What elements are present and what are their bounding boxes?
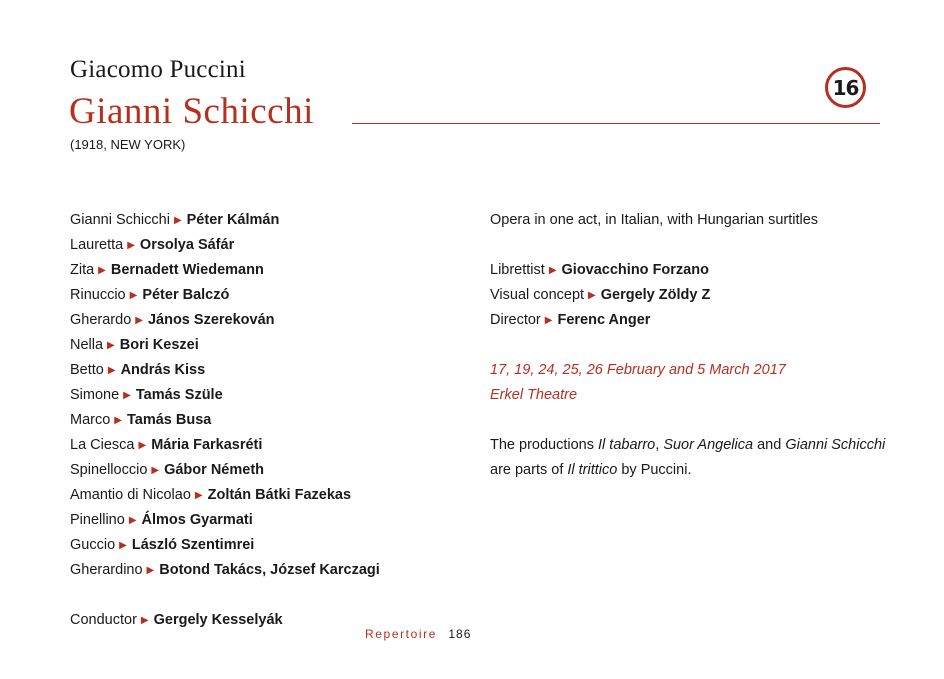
arrow-icon: ▶ — [119, 540, 127, 551]
page-footer — [365, 627, 471, 641]
credit-row — [490, 258, 910, 283]
role-name: Zita — [70, 262, 95, 278]
performer-name: Tamás Busa — [127, 412, 212, 428]
premiere-info: (1918, NEW YORK) — [70, 137, 186, 152]
arrow-icon: ▶ — [151, 465, 160, 476]
arrow-icon: ▶ — [98, 265, 106, 276]
role-name: Lauretta — [70, 237, 124, 253]
performer-name: Bori Keszei — [119, 337, 199, 353]
title-rule — [352, 123, 880, 124]
cast-row — [70, 408, 470, 433]
role-name: Guccio — [70, 537, 116, 553]
performer-name: Álmos Gyarmati — [141, 512, 253, 528]
section-name: Repertoire — [365, 627, 438, 641]
production-info — [490, 208, 910, 483]
performer-name: Giovacchino Forzano — [561, 262, 709, 278]
note-text: , — [655, 437, 664, 453]
arrow-icon: ▶ — [114, 415, 122, 426]
work-title: Suor Angelica — [663, 437, 754, 453]
arrow-icon: ▶ — [138, 440, 147, 451]
note-text: by Puccini. — [617, 462, 692, 478]
role-name: Simone — [70, 387, 120, 403]
composer-name: Giacomo Puccini — [70, 56, 246, 83]
performer-name: Gábor Németh — [164, 462, 265, 478]
performer-name: Zoltán Bátki Fazekas — [207, 487, 352, 503]
note-text: The productions — [490, 437, 599, 453]
cast-list — [70, 208, 470, 633]
role-name: Marco — [70, 412, 111, 428]
performer-name: Tamás Szüle — [135, 387, 223, 403]
cast-row — [70, 333, 470, 358]
note-text: are parts of — [490, 462, 568, 478]
arrow-icon: ▶ — [140, 615, 149, 626]
role-name: Betto — [70, 362, 104, 378]
role-name: Gianni Schicchi — [70, 212, 170, 228]
performer-name: László Szentimrei — [131, 537, 255, 553]
trittico-note-line-2 — [490, 458, 910, 483]
cast-row — [70, 483, 470, 508]
role-name: Librettist — [490, 262, 545, 278]
cast-row — [70, 308, 470, 333]
performer-name: Gergely Zöldy Z — [600, 287, 711, 303]
performer-name: Bernadett Wiedemann — [110, 262, 264, 278]
arrow-icon: ▶ — [107, 365, 116, 376]
spacer — [490, 408, 910, 433]
description: Opera in one act, in Italian, with Hungarian surtitles — [490, 212, 819, 228]
arrow-icon: ▶ — [173, 215, 182, 226]
spacer — [490, 333, 910, 358]
role-name: Spinelloccio — [70, 462, 148, 478]
cast-row — [70, 208, 470, 233]
spacer — [490, 233, 910, 258]
cast-row — [70, 233, 470, 258]
arrow-icon: ▶ — [588, 290, 596, 301]
note-text: and — [753, 437, 786, 453]
spacer — [70, 583, 470, 608]
cast-row — [70, 458, 470, 483]
number-badge: 16 — [825, 67, 866, 108]
arrow-icon: ▶ — [544, 315, 553, 326]
role-name: Nella — [70, 337, 104, 353]
trittico-note-line-1 — [490, 433, 910, 458]
performer-name: Botond Takács, József Karczagi — [159, 562, 380, 578]
arrow-icon: ▶ — [135, 315, 143, 326]
role-name: Amantio di Nicolao — [70, 487, 191, 503]
role-name: Conductor — [70, 612, 137, 628]
performer-name: Gergely Kesselyák — [153, 612, 283, 628]
role-name: Visual concept — [490, 287, 585, 303]
performer-name: János Szerekován — [147, 312, 275, 328]
arrow-icon: ▶ — [548, 265, 557, 276]
arrow-icon: ▶ — [129, 290, 138, 301]
performer-name: Mária Farkasréti — [151, 437, 263, 453]
role-name: Gherardino — [70, 562, 143, 578]
cast-row — [70, 283, 470, 308]
arrow-icon: ▶ — [107, 340, 115, 351]
work-title: Il trittico — [567, 462, 618, 478]
cast-row — [70, 358, 470, 383]
arrow-icon: ▶ — [128, 515, 137, 526]
credit-row — [490, 308, 910, 333]
cast-row — [70, 533, 470, 558]
arrow-icon: ▶ — [194, 490, 203, 501]
credit-row — [490, 283, 910, 308]
performer-name: Péter Kálmán — [186, 212, 280, 228]
role-name: Rinuccio — [70, 287, 126, 303]
performance-dates: 17, 19, 24, 25, 26 February and 5 March 2017 — [490, 362, 786, 378]
cast-row — [70, 433, 470, 458]
opera-title: Gianni Schicchi — [69, 91, 314, 132]
arrow-icon: ▶ — [127, 240, 135, 251]
performer-name: Orsolya Sáfár — [139, 237, 235, 253]
venue: Erkel Theatre — [490, 387, 578, 403]
performer-name: Ferenc Anger — [557, 312, 651, 328]
cast-row — [70, 508, 470, 533]
performer-name: András Kiss — [120, 362, 206, 378]
arrow-icon: ▶ — [146, 565, 155, 576]
role-name: Gherardo — [70, 312, 132, 328]
cast-row — [70, 258, 470, 283]
work-title: Gianni Schicchi — [785, 437, 886, 453]
role-name: Pinellino — [70, 512, 125, 528]
role-name: La Ciesca — [70, 437, 135, 453]
arrow-icon: ▶ — [123, 390, 131, 401]
page-number: 186 — [448, 627, 472, 641]
cast-row — [70, 383, 470, 408]
role-name: Director — [490, 312, 541, 328]
work-title: Il tabarro — [598, 437, 656, 453]
cast-row — [70, 558, 470, 583]
performer-name: Péter Balczó — [142, 287, 230, 303]
